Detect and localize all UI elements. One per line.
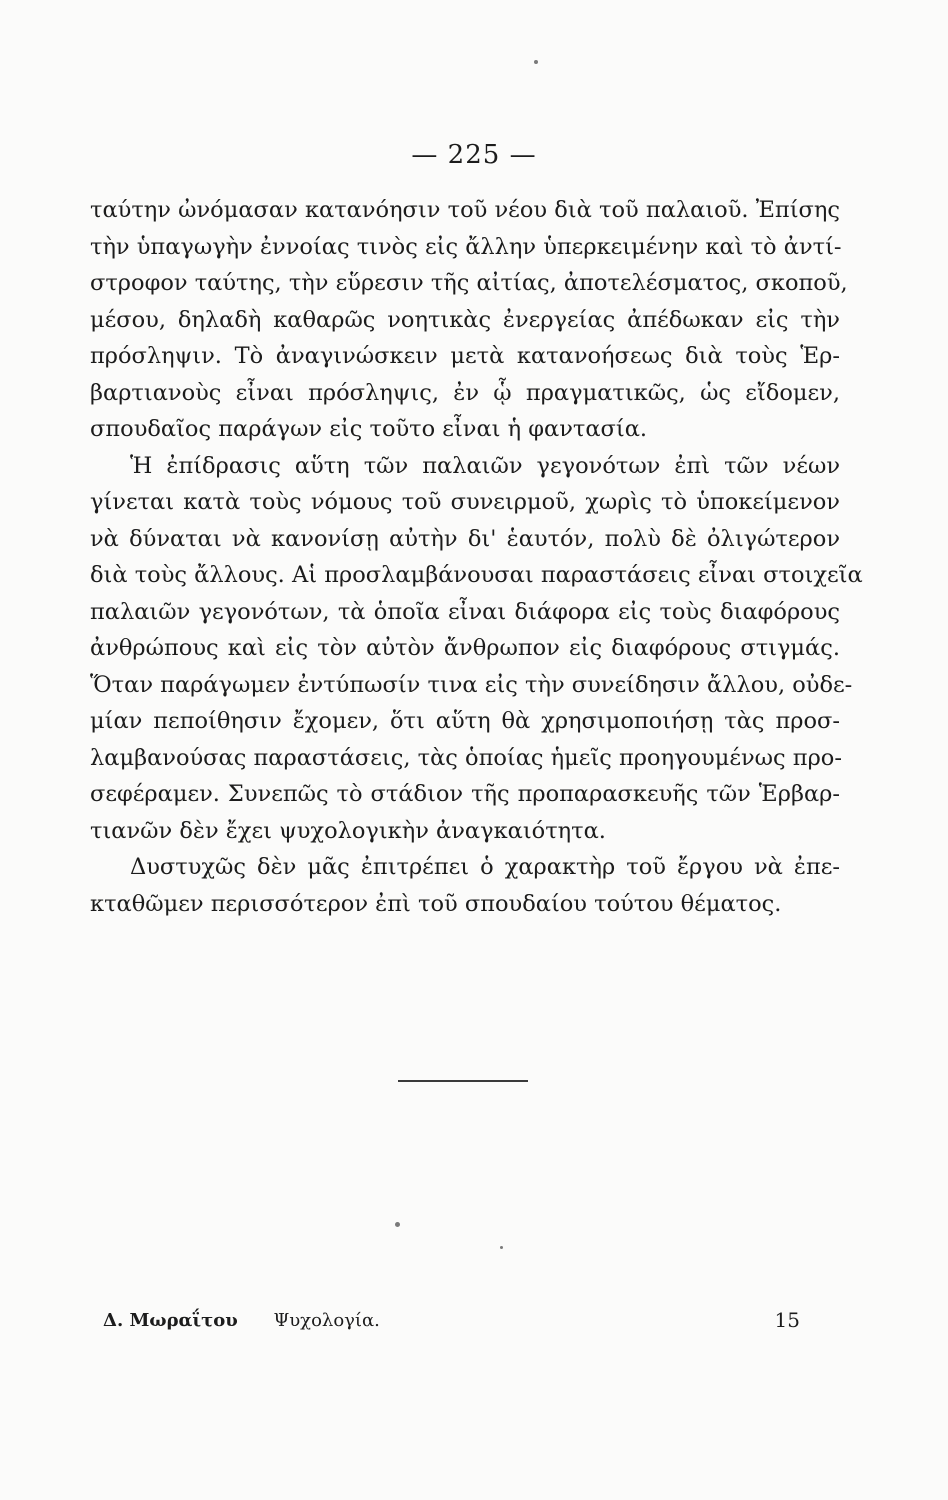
text-line: κταθῶμεν περισσότερον ἐπὶ τοῦ σπουδαίου τούτου θέματος. <box>90 890 782 917</box>
text-line: μέσου, δηλαδὴ καθαρῶς νοητικὰς ἐνεργείας ἀπέδωκαν εἰς τὴν <box>90 306 840 333</box>
signature-title: Ψυχολογία. <box>273 1310 380 1331</box>
text-line: ταύτην ὠνόμασαν κατανόησιν τοῦ νέου διὰ τοῦ παλαιοῦ. Ἐπίσης <box>90 197 840 223</box>
text-line: νὰ δύναται νὰ κανονίσῃ αὐτὴν δι' ἑαυτόν, πολὺ δὲ ὀλιγώτερον <box>90 525 840 552</box>
text-line: στροφον ταύτης, τὴν εὕρεσιν τῆς αἰτίας, ἀποτελέσματος, σκοποῦ, <box>90 270 848 296</box>
text-line: σεφέραμεν. Συνεπῶς τὸ στάδιον τῆς προπαρασκευῆς τῶν Ἑρβαρ- <box>90 781 840 807</box>
signature-left <box>103 1310 380 1331</box>
section-divider-rule <box>398 1080 528 1082</box>
paragraph-start-line: Ἡ ἐπίδρασις αὕτη τῶν παλαιῶν γεγονότων ἐπὶ τῶν νέων <box>130 452 840 479</box>
text-line: παλαιῶν γεγονότων, τὰ ὁποῖα εἶναι διάφορα εἰς τοὺς διαφόρους <box>90 598 840 625</box>
page-number: — 225 — <box>411 140 537 170</box>
text-line: τιανῶν δὲν ἔχει ψυχολογικὴν ἀναγκαιότητα. <box>90 817 606 844</box>
paragraph-start-line: Δυστυχῶς δὲν μᾶς ἐπιτρέπει ὁ χαρακτὴρ τοῦ ἔργου νὰ ἐπε- <box>130 854 840 880</box>
ink-speck <box>534 60 538 64</box>
text-line: μίαν πεποίθησιν ἔχομεν, ὅτι αὕτη θὰ χρησιμοποιήσῃ τὰς προσ- <box>90 708 840 734</box>
text-line: λαμβανούσας παραστάσεις, τὰς ὁποίας ἡμεῖς προηγουμένως προ- <box>90 744 842 771</box>
ink-speck <box>500 1246 503 1249</box>
signature-author: Δ. Μωραΐτου <box>103 1310 238 1331</box>
text-line: τὴν ὑπαγωγὴν ἐννοίας τινὸς εἰς ἄλλην ὑπερκειμένην καὶ τὸ ἀντί- <box>90 233 842 260</box>
text-line: πρόσληψιν. Τὸ ἀναγινώσκειν μετὰ κατανοήσεως διὰ τοὺς Ἑρ- <box>90 343 840 369</box>
text-line: σπουδαῖος παράγων εἰς τοῦτο εἶναι ἡ φαντασία. <box>90 416 648 442</box>
text-line: βαρτιανοὺς εἶναι πρόσληψις, ἐν ᾧ πραγματικῶς, ὡς εἴδομεν, <box>90 379 840 406</box>
signature-mark: 15 <box>774 1308 800 1332</box>
text-line: γίνεται κατὰ τοὺς νόμους τοῦ συνειρμοῦ, χωρὶς τὸ ὑποκείμενον <box>90 489 840 515</box>
ink-speck <box>395 1222 400 1227</box>
text-line: διὰ τοὺς ἄλλους. Αἱ προσλαμβάνουσαι παραστάσεις εἶναι στοιχεῖα <box>90 562 863 588</box>
text-line: ἀνθρώπους καὶ εἰς τὸν αὐτὸν ἄνθρωπον εἰς διαφόρους στιγμάς. <box>90 635 840 661</box>
signature-line <box>0 1310 948 1338</box>
text-line: Ὅταν παράγωμεν ἐντύπωσίν τινα εἰς τὴν συνείδησιν ἄλλου, οὐδε- <box>90 671 853 698</box>
body-text <box>90 192 863 922</box>
